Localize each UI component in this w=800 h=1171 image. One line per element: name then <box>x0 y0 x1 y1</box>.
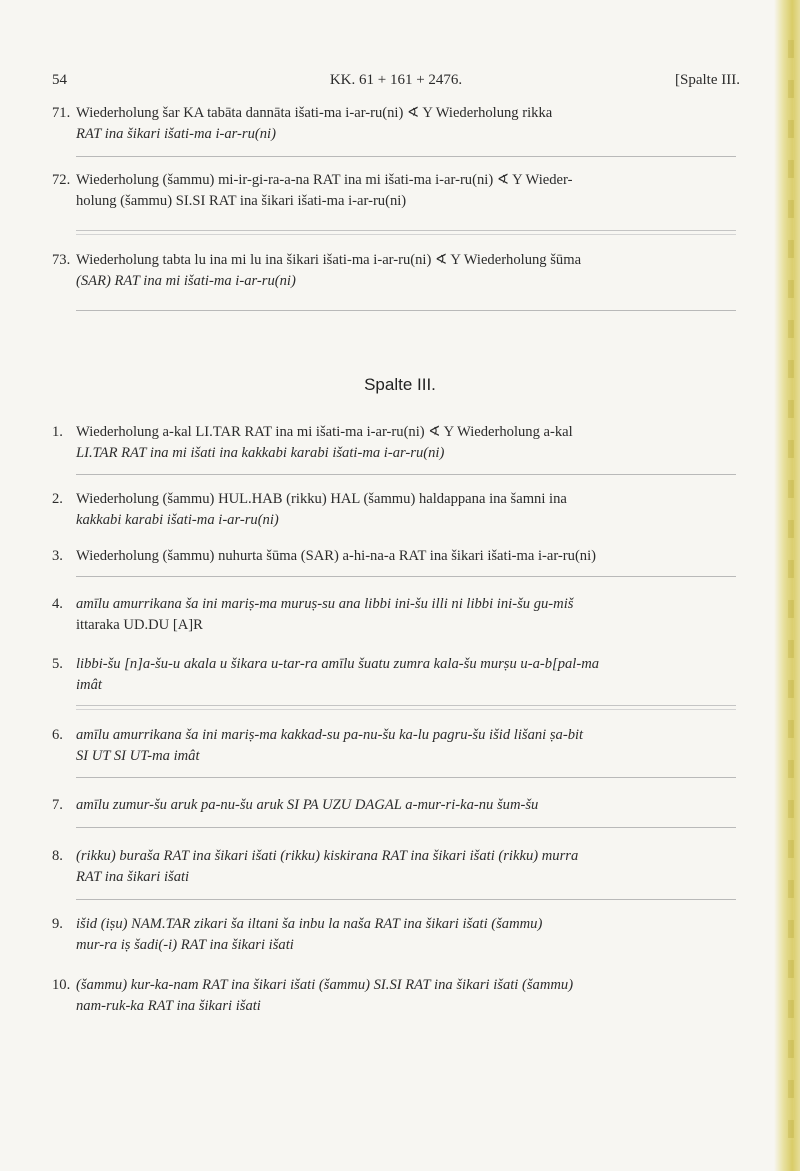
page-edge-stain <box>774 0 800 1171</box>
entry-line: RAT ina šikari išati-ma i-ar-ru(ni) <box>76 126 276 142</box>
entry-line: Wiederholung šar KA tabāta dannāta išati-ma i-ar-ru(ni) ∢ Y Wiederholung rikka <box>76 105 553 121</box>
entry-number: 2. <box>52 491 63 507</box>
entry-number: 8. <box>52 848 63 864</box>
entry-line: imât <box>76 677 102 693</box>
divider <box>76 777 736 778</box>
entry-line: LI.TAR RAT ina mi išati ina kakkabi karabi išati-ma i-ar-ru(ni) <box>76 445 445 461</box>
header-reference: KK. 61 + 161 + 2476. <box>329 72 463 88</box>
entry-number: 9. <box>52 916 63 932</box>
entry-1 <box>52 422 740 464</box>
header-column: [Spalte III. <box>675 72 740 88</box>
entry-line: Wiederholung a-kal LI.TAR RAT ina mi išati-ma i-ar-ru(ni) ∢ Y Wiederholung a-kal <box>76 424 573 440</box>
entry-number: 7. <box>52 797 63 813</box>
entry-line: holung (šammu) SI.SI RAT ina šikari išati-ma i-ar-ru(ni) <box>76 193 407 209</box>
entry-73 <box>52 250 740 292</box>
entry-line: RAT ina šikari išati <box>76 869 190 885</box>
entry-5 <box>52 654 740 696</box>
entry-number: 4. <box>52 596 63 612</box>
entry-72 <box>52 170 740 212</box>
divider <box>76 230 736 231</box>
entry-6 <box>52 725 740 767</box>
entry-line: išid (iṣu) NAM.TAR zikari ša iltani ša inbu la naša RAT ina šikari išati (šammu) <box>76 916 543 932</box>
page-edge-texture <box>788 40 794 1140</box>
entry-number: 1. <box>52 424 63 440</box>
entry-number: 73. <box>52 252 71 268</box>
entry-3 <box>52 546 740 567</box>
divider <box>76 474 736 475</box>
entry-number: 6. <box>52 727 63 743</box>
page-number: 54 <box>52 72 67 88</box>
entry-line: (šammu) kur-ka-nam RAT ina šikari išati (šammu) SI.SI RAT ina šikari išati (šammu) <box>76 977 574 993</box>
entry-10 <box>52 975 740 1017</box>
entry-line: ittaraka UD.DU [A]R <box>76 617 203 633</box>
entry-line: kakkabi karabi išati-ma i-ar-ru(ni) <box>76 512 279 528</box>
entry-line: amīlu amurrikana ša ini mariṣ-ma muruṣ-su ana libbi ini-šu illi ni libbi ini-šu gu-miš <box>76 596 574 612</box>
entry-number: 5. <box>52 656 63 672</box>
entry-71 <box>52 103 740 145</box>
entry-line: (SAR) RAT ina mi išati-ma i-ar-ru(ni) <box>76 273 296 289</box>
section-title: Spalte III. <box>364 375 436 394</box>
entry-number: 71. <box>52 105 71 121</box>
entry-7 <box>52 795 740 816</box>
entry-number: 72. <box>52 172 71 188</box>
entry-2 <box>52 489 740 531</box>
entry-line: Wiederholung (šammu) nuhurta šūma (SAR) a-hi-na-a RAT ina šikari išati-ma i-ar-ru(ni) <box>76 548 597 564</box>
entry-line: nam-ruk-ka RAT ina šikari išati <box>76 998 261 1014</box>
divider <box>76 899 736 900</box>
divider <box>76 827 736 828</box>
entry-number: 3. <box>52 548 63 564</box>
entry-8 <box>52 846 740 888</box>
entry-9 <box>52 914 740 956</box>
page-header <box>52 72 740 94</box>
entry-line: amīlu amurrikana ša ini mariṣ-ma kakkad-su pa-nu-šu ka-lu pagru-šu išid lišani ṣa-bit <box>76 727 584 743</box>
entry-number: 10. <box>52 977 71 993</box>
entry-line: libbi-šu [n]a-šu-u akala u šikara u-tar-ra amīlu šuatu zumra kala-šu murṣu u-a-b[pal-ma <box>76 656 600 672</box>
entry-line: Wiederholung (šammu) HUL.HAB (rikku) HAL (šammu) haldappana ina šamni ina <box>76 491 567 507</box>
entry-line: amīlu zumur-šu aruk pa-nu-šu aruk SI PA UZU DAGAL a-mur-ri-ka-nu šum-šu <box>76 797 539 813</box>
divider <box>76 705 736 706</box>
divider <box>76 156 736 157</box>
entry-line: mur-ra iṣ šadi(-i) RAT ina šikari išati <box>76 937 294 953</box>
entry-4 <box>52 594 740 636</box>
entry-line: (rikku) buraša RAT ina šikari išati (rikku) kiskirana RAT ina šikari išati (rikku) murra <box>76 848 579 864</box>
divider <box>76 310 736 311</box>
entry-line: Wiederholung tabta lu ina mi lu ina šikari išati-ma i-ar-ru(ni) ∢ Y Wiederholung šūma <box>76 252 582 268</box>
entry-line: SI UT SI UT-ma imât <box>76 748 200 764</box>
divider <box>76 576 736 577</box>
entry-line: Wiederholung (šammu) mi-ir-gi-ra-a-na RAT ina mi išati-ma i-ar-ru(ni) ∢ Y Wieder- <box>76 172 573 188</box>
